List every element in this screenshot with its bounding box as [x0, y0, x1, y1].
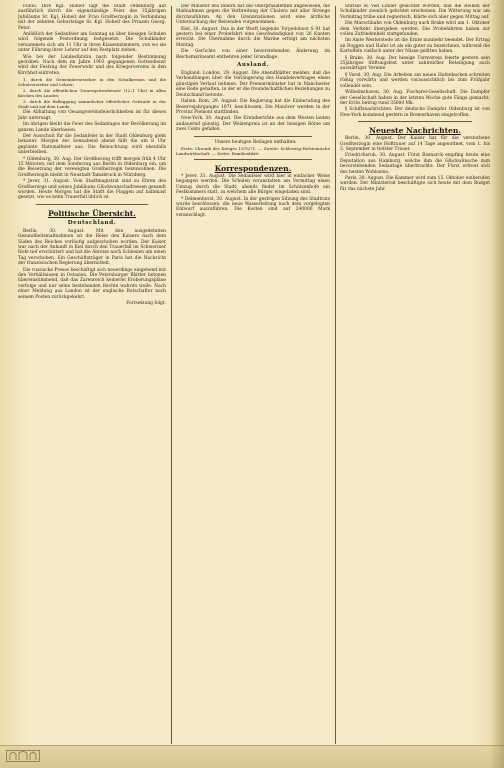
subheading-abroad: Ausland.	[236, 62, 270, 69]
divider	[36, 204, 148, 205]
section-heading-news: Neueste Nachrichten.	[369, 126, 461, 136]
news-item-berlin-2: Die russische Presse beschäftigt sich neuerdings eingehend mit den Verhältnissen in Ostasien. Die Petersburger Blätter betonen übereinstimmend, daß das Zarenreich keinerlei Eroberungspläne verfolge und nur seine bestehenden Rechte wahren wolle. Nach einer Meldung aus London ist der englische Botschafter nach seinem Posten zurückgekehrt.	[18, 267, 166, 300]
news-item-berlin-latest: Berlin, 30. August. Der Kaiser hat für die verstorbene Großherzogin eine Hoftrauer auf 14 Tage angeordnet, vom 1. bis 3. September in tiefster Trauer.	[340, 136, 490, 152]
news-item-newyork: New-York, 30. August. Die Ernteberichte aus dem Westen lauten andauernd günstig. Der Weizenpreis ist an der hiesigen Börse um zwei Cents gefallen.	[176, 116, 330, 133]
paragraph: Der Ausschuß für die Sedanfeier in der Stadt Oldenburg giebt bekannt: Morgen der Sonnabend abend fällt die um 8 Uhr geplante Nationalfeier aus. Die Beleuchtung wird ebenfalls unterbleiben.	[18, 133, 166, 156]
news-item-jever: * Jever, 31. August. Vom Stadtmagistrat sind zu Ehren des Großherzogs und seines Jubiläums Glückwunschadressen gesandt worden. Heute Morgen hat die Stadt die Flaggen auf halbmast gesetzt, wie es beim Trauerfall üblich ist.	[18, 179, 166, 201]
paragraph: Die Gerüchte von einer bevorstehenden Änderung im Reichsmarineamt entbehren jeder Grundlage.	[176, 49, 330, 60]
subheading-germany: Deutschland.	[67, 219, 117, 226]
continuation-note: Fortsetzung folgt.	[126, 301, 166, 307]
column-rule	[171, 6, 172, 744]
paragraph: Kiel, 30. August. Das in der Werft liegende Torpedoboot S 91 hat gestern bei einer Probefahrt eine Geschwindigkeit von 26 Knoten erreicht. Die Übernahme durch die Marine erfolgt am nächsten Montag.	[176, 26, 330, 48]
column-rule	[335, 6, 336, 744]
paragraph: Die Abhaltung von Gesangvereinsfeierlichkeiten ist für dieses Jahr untersagt.	[18, 110, 166, 121]
list-item: 3. durch die Beflaggung sämmtlicher öffentlicher Gebäude in der Stadt und auf dem Lande.	[18, 99, 166, 110]
news-item-england: England. London, 29. August. Die Abendblätter melden, daß die Verhandlungen über die Verlängerung des Handelsvertrages einen günstigen Verlauf nehmen. Der Premierminister hat in Manchester eine Rede gehalten, in der er die freundschaftlichen Beziehungen zu Deutschland betonte.	[176, 71, 330, 98]
supplements-heading: Unsere heutigen Beilagen enthalten:	[214, 139, 297, 145]
news-item-delmenhorst: * Delmenhorst, 30. August. In der gestrigen Sitzung des Stadtrats wurde beschlossen, die neue Wasserleitung nach dem vorgelegten Entwurf auszuführen. Die Kosten sind auf 240000 Mark veranschlagt.	[176, 196, 330, 218]
paragraph: Im Amte Westerstede ist die Ernte nunmehr beendet. Der Ertrag an Roggen und Hafer ist als ein guter zu bezeichnen, während die Kartoffeln vielfach unter der Nässe gelitten haben.	[340, 38, 490, 55]
page-bottom-edge	[0, 745, 504, 768]
supplements-list: Erste: Chronik des Krieges 1870/71. — Zweite: Schleswig-Holsteinische Landwirthschaft. — Dritte: Familienblatt.	[176, 145, 330, 156]
page-edge-shadow	[490, 0, 504, 768]
paragraph: Wie bei der Landesfürstin nach folgender Bestimmung geordnet: Nach dem im Jahre 1903 gegangenen Gottesdienst wird der Festzug der Feuerwehr und des Kriegervereins in den Kirchhof eintreten.	[18, 54, 166, 76]
news-item-friedrichsruh: Friedrichsruh, 30. August. Fürst Bismarck empfing heute eine Deputation aus Hamburg, welche ihm die Glückwünsche zum bevorstehenden Sedantage überbrachte. Der Fürst erfreut sich des besten Wohlseins.	[340, 153, 490, 175]
news-item-paris: Paris, 30. August. Die Kammer wird zum 15. Oktober einberufen werden. Der Ministerrat beschäftigte sich heute mit dem Budget für das nächste Jahr.	[340, 175, 490, 192]
divider	[194, 136, 312, 137]
paragraph: Die Marschbahn von Oldenburg nach Brake wird am 1. Oktober dem Verkehr übergeben werden. Die Probefahrten haben zur vollen Zufriedenheit stattgefunden.	[340, 21, 490, 38]
news-item-jever-corr: * Jever, 31. August. Die Sedanfeier wird hier in einfacher Weise begangen werden. Die Schulen veranstalten am Vormittag einen Umzug durch die Stadt; abends findet im Schützenhofe ein Festkommers statt, zu welchem alle Bürger eingeladen sind.	[176, 173, 330, 196]
news-item-wilhelmshaven: Wilhelmshaven, 30. Aug. Fischerei-Gesellschaft. Die Dampfer der Gesellschaft haben in der letzten Woche gute Fänge gemacht; der Erlös betrug rund 35000 Mk.	[340, 90, 490, 106]
divider	[358, 121, 472, 122]
news-item-shipping: § Schiffsnachrichten. Der deutsche Dampfer Oldenburg ist von New-York kommend gestern in Bremerhaven eingetroffen.	[340, 107, 490, 118]
paragraph: Im übrigen bleibt die Feier des Sedantages der Bevölkerung im ganzen Lande überlassen.	[18, 122, 166, 133]
list-item: 2. durch die öffentlichen Trauergottesdienste (12–1 Uhr) in allen Kirchen des Landes;	[18, 88, 166, 99]
news-item-berlin: Berlin, 30. August. Mit den ausgedehnten Gesundheitsmaßnahmen ist die Reise des Kaisers nach dem Süden des Reiches vorläufig aufgeschoben worden. Der Kaiser war nach der Ankunft in Kiel durch den Trauerfall im Schweriner Hofe tief erschüttert und hat die Abreise nach Schlesien um einen Tag verschoben. Ein Geschäftsträger in Paris hat die Nachricht der französischen Regierung übermittelt.	[18, 228, 166, 267]
list-item: 1. durch die Gemeindevorsteher in den Schulkreisen und die Schulvorsteher und Lehrer;	[18, 77, 166, 88]
section-heading-political: Politische Übersicht.	[48, 208, 136, 218]
column-right	[340, 4, 490, 746]
paragraph: Stiftsel so viel Linder gesichtet worden, daß die Reihen der Schulkinder ziemlich gelichtet erscheinen. Die Witterung war am Vormittag trübe und regnerisch, klärte sich aber gegen Mittag auf.	[340, 4, 490, 20]
paragraph: Fulda. Ihre Kgl. Hoheit lagt die Stadt Oldenburg auf ausführlich durch die eigenständige Feier des 35jährigen Jubiläums Sr. Kgl. Hoheit der Frau Großherzogin in Verbindung mit der zehnten Geburtstage Sr. Kgl. Hoheit des Prinzen Georg. Peter.	[18, 4, 166, 31]
paragraph: Anläßlich der Sedanfeier am Sonntag an über hiesigen Schulen wird folgende Festordnung festgesetzt: Die Schulkinder versammeln sich um 11 Uhr in ihren Klassenzimmern, von wo sie unter Führung ihrer Lehrer auf den Festplatz ziehen.	[18, 32, 166, 54]
news-item-varel: § Varel, 30. Aug. Die Arbeiten am neuen Hafenbecken schreiten rüstig vorwärts und werden voraussichtlich bis zum Frühjahr vollendet sein.	[340, 72, 490, 89]
library-stamp-icon	[6, 750, 40, 762]
divider	[194, 159, 312, 160]
news-item-oldenburg: * Oldenburg, 30. Aug. Der Großherzog trifft morgen früh 4 Uhr 15 Minuten, mit dem Sonderzug aus Berlin in Oldenburg ein, um die Beisetzung der verewigten Großherzogin beizuwohnen. Die Großherzogin bleibt in Neustadt-Tamsbruck in Nürnberg.	[18, 156, 166, 178]
news-item-italy: Italien. Rom, 29. August. Die Regierung hat die Einberufung des Reservejahrganges 1871 beschlossen. Die Manöver werden in der Provinz Piemont stattfinden.	[176, 99, 330, 115]
section-heading-correspondence: Korrespondenzen.	[214, 163, 292, 173]
paragraph: Der Minister des Innern hat die Oberpräsidenten angewiesen, die Maßnahmen gegen die Verbreitung der Cholera mit aller Strenge durchzuführen. An den Grenzstationen wird eine ärztliche Untersuchung der Reisenden vorgenommen.	[176, 4, 330, 26]
column-middle	[176, 4, 330, 746]
news-item-brake: § Brake, 30. Aug. Der hiesige Turnverein feierte gestern sein 25jähriges Stiftungsfest unter zahlreicher Beteiligung auch auswärtiger Vereine.	[340, 55, 490, 72]
column-left	[18, 4, 166, 746]
